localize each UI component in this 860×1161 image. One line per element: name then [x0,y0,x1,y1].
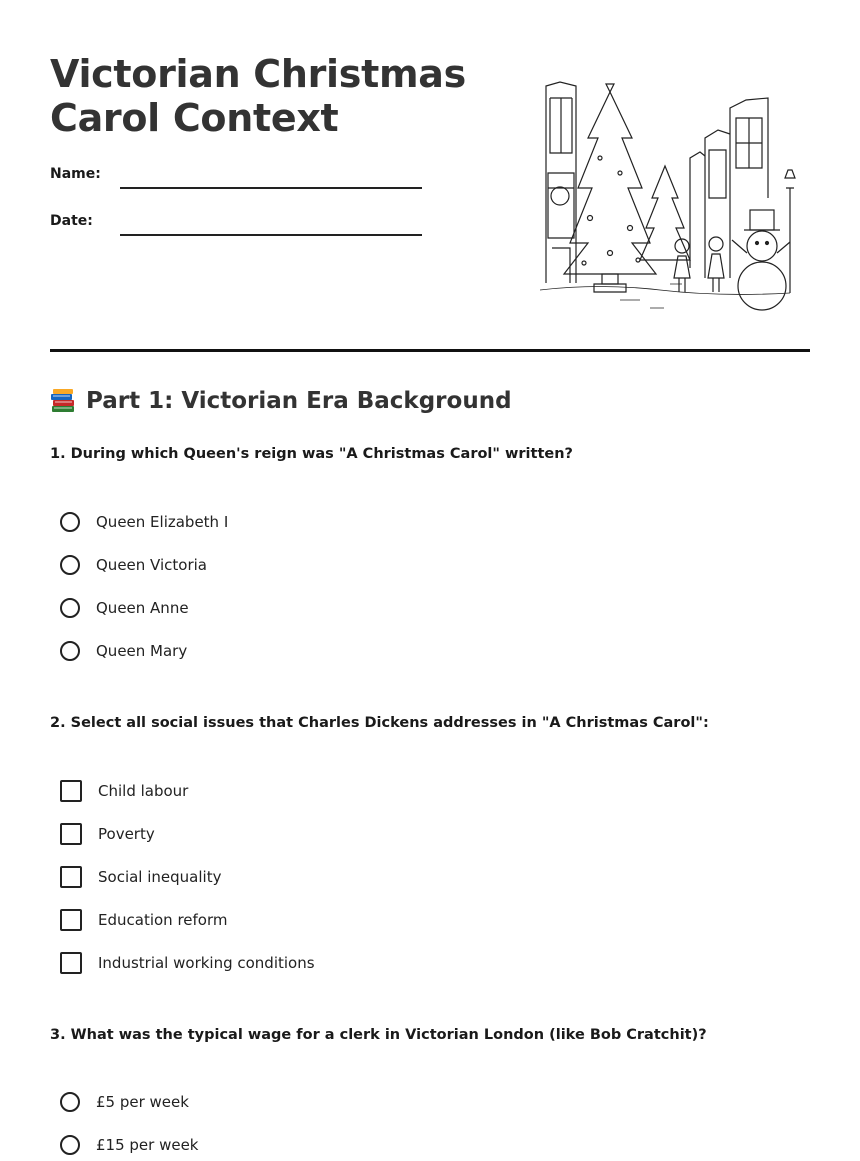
question-3: 3. What was the typical wage for a clerk in Victorian London (like Bob Cratchit)? [50,1027,707,1043]
question-2: 2. Select all social issues that Charles Dickens addresses in "A Christmas Carol": [50,715,709,731]
q3-option-1[interactable] [60,1089,189,1115]
name-label: Name: [50,166,101,182]
q1-option-4[interactable] [60,638,187,664]
question-1: 1. During which Queen's reign was "A Christmas Carol" written? [50,446,573,462]
section-divider [50,349,810,352]
q1-radio-1[interactable] [60,512,80,532]
part1-title-text: Part 1: Victorian Era Background [86,388,512,414]
q3-radio-1[interactable] [60,1092,80,1112]
q3-radio-2[interactable] [60,1135,80,1155]
q2-checkbox-3[interactable] [60,866,82,888]
q2-checkbox-2[interactable] [60,823,82,845]
q1-option-label: Queen Anne [96,599,189,617]
q1-option-label: Queen Elizabeth I [96,513,229,531]
q2-checkbox-4[interactable] [60,909,82,931]
q2-option-label: Child labour [98,782,189,800]
q3-option-label: £5 per week [96,1093,189,1111]
date-field[interactable] [50,213,422,243]
q2-option-label: Industrial working conditions [98,954,315,972]
date-label: Date: [50,213,93,229]
q1-option-3[interactable] [60,595,189,621]
name-field[interactable] [50,166,422,196]
q2-option-label: Poverty [98,825,155,843]
title-line-2: Carol Context [50,96,339,140]
part1-title [50,388,512,414]
q1-radio-2[interactable] [60,555,80,575]
books-icon [50,388,76,414]
q1-radio-4[interactable] [60,641,80,661]
q2-option-label: Social inequality [98,868,222,886]
q3-option-label: £15 per week [96,1136,199,1154]
q2-option-3[interactable] [60,864,221,890]
worksheet-title [50,52,466,140]
q2-option-label: Education reform [98,911,228,929]
q2-checkbox-1[interactable] [60,780,82,802]
q1-option-2[interactable] [60,552,207,578]
q2-option-5[interactable] [60,950,315,976]
victorian-street-christmas-illustration [540,78,808,316]
title-line-1: Victorian Christmas [50,52,466,96]
date-line[interactable] [120,234,422,236]
q1-option-label: Queen Victoria [96,556,207,574]
q2-option-2[interactable] [60,821,155,847]
q2-option-1[interactable] [60,778,188,804]
q2-checkbox-5[interactable] [60,952,82,974]
q1-option-label: Queen Mary [96,642,188,660]
q1-radio-3[interactable] [60,598,80,618]
q3-option-2[interactable] [60,1132,199,1158]
name-line[interactable] [120,187,422,189]
q1-option-1[interactable] [60,509,228,535]
q2-option-4[interactable] [60,907,228,933]
